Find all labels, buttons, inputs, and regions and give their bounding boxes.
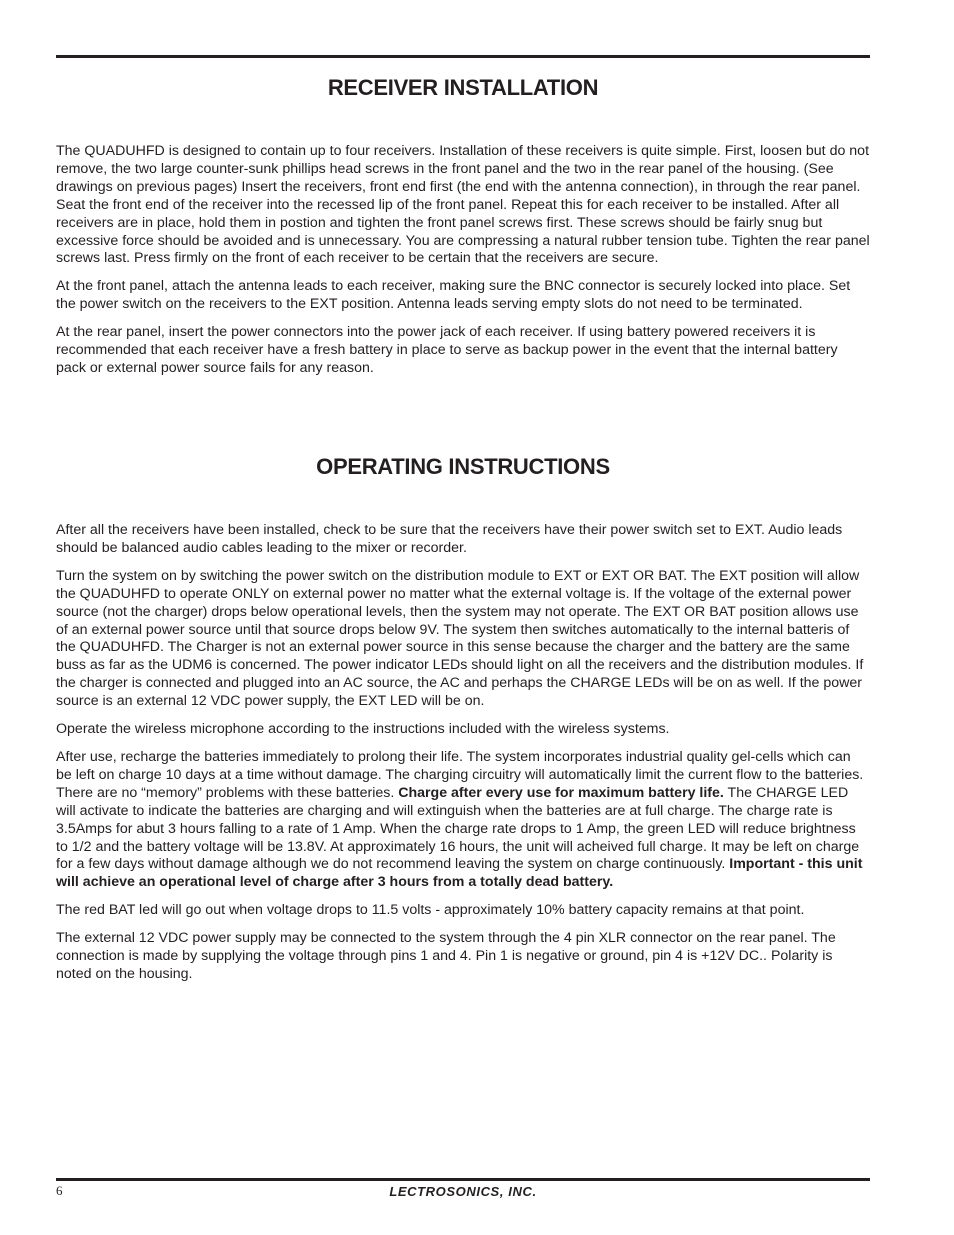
company-name: LECTROSONICS, INC. <box>389 1184 537 1199</box>
page-number: 6 <box>56 1183 63 1198</box>
charging-text: After use, recharge the batteries immediately to prolong their life. The system incorporates industrial quality gel-cells which can be left on charge 10 days at a time without damage. The charging circuitry will automatically limit the current flow to the batteries. There are no “memory” problems with these batteries. <box>56 748 864 801</box>
receiver-installation-paragraph: The QUADUHFD is designed to contain up to four receivers. Installation of these receivers is quite simple. First, loosen but do not remove, the two large counter-sunk phillips head screws in the front panel and the two in the rear panel of the housing. (See drawings on previous pages) Insert the receivers, front end first (the end with the antenna connection), in through the rear panel. Seat the front end of the receiver into the recessed lip of the front panel. Repeat this for each receiver to be installed. After all receivers are in place, hold them in postion and tighten the front panel screws first. These screws should be fairly snug but excessive force should be avoided and is unnecessary. You are compressing a natural rubber tension tube. Tighten the rear panel screws last. Press firmly on the front of each receiver to be certain that the receivers are secure. <box>56 143 870 267</box>
operating-instructions-heading: OPERATING INSTRUCTIONS <box>316 454 610 479</box>
receiver-installation-paragraph: At the front panel, attach the antenna leads to each receiver, making sure the BNC connector is securely locked into place. Set the power switch on the receivers to the EXT position. Antenna leads serving empty slots do not need to be terminated. <box>56 278 851 313</box>
receiver-installation-heading: RECEIVER INSTALLATION <box>327 75 599 100</box>
operating-paragraph: The red BAT led will go out when voltage drops to 11.5 volts - approximately 10% battery capacity remains at that point. <box>56 902 805 919</box>
operating-paragraph: The external 12 VDC power supply may be connected to the system through the 4 pin XLR connector on the rear panel. The connection is made by supplying the voltage through pins 1 and 4. Pin 1 is negative or ground, pin 4 is +12V DC.. Polarity is noted on the housing. <box>56 930 836 982</box>
receiver-installation-body <box>56 143 870 388</box>
charging-important-note: Important - this unit will achieve an operational level of charge after 3 hours from a totally dead battery. <box>56 856 863 891</box>
operating-paragraph: Turn the system on by switching the power switch on the distribution module to EXT or EXT OR BAT. The EXT position will allow the QUADUHFD to operate ONLY on external power no matter what the external voltage is. If the voltage of the external power source (not the charger) drops below operational levels, then the system may not operate. The EXT OR BAT position allows use of an external power source until that source drops below 9V. The system then switches automatically to the internal batteris of the QUADUHFD. The Charger is not an external power source in this sense because the charger and the battery are the same buss as far as the UDM6 is concerned. The power indicator LEDs should light on all the receivers and the distribution modules. If the charger is connected and plugged into an AC source, the AC and perhaps the CHARGE LEDs will be on as well. If the power source is an external 12 VDC power supply, the EXT LED will be on. <box>56 567 864 710</box>
operating-paragraph-charging <box>56 749 870 892</box>
operating-paragraph: Operate the wireless microphone according to the instructions included with the wireless systems. <box>56 721 670 738</box>
bottom-rule <box>56 1178 870 1181</box>
operating-instructions-body <box>56 522 870 994</box>
charging-emphasis: Charge after every use for maximum battery life. <box>398 784 724 801</box>
operating-paragraph: After all the receivers have been installed, check to be sure that the receivers have their power switch set to EXT. Audio leads should be balanced audio cables leading to the mixer or recorder. <box>56 522 843 556</box>
top-rule <box>56 55 870 58</box>
charging-text: The CHARGE LED will activate to indicate the batteries are charging and will extinguish when the batteries are at full charge. The charge rate is 3.5Amps for abut 3 hours falling to a rate of 1 Amp. When the charge rate drops to 1 Amp, the green LED will reduce brightness to 1/2 and the battery voltage will be 13.8V. At approximately 16 hours, the unit will acheived full charge. It may be left on charge for a few days without damage although we do not recommend leaving the system on charge continuously. <box>56 784 860 873</box>
receiver-installation-paragraph: At the rear panel, insert the power connectors into the power jack of each receiver. If using battery powered receivers it is recommended that each receiver have a fresh battery in place to serve as backup power in the event that the internal battery pack or external power source fails for any reason. <box>56 324 838 376</box>
